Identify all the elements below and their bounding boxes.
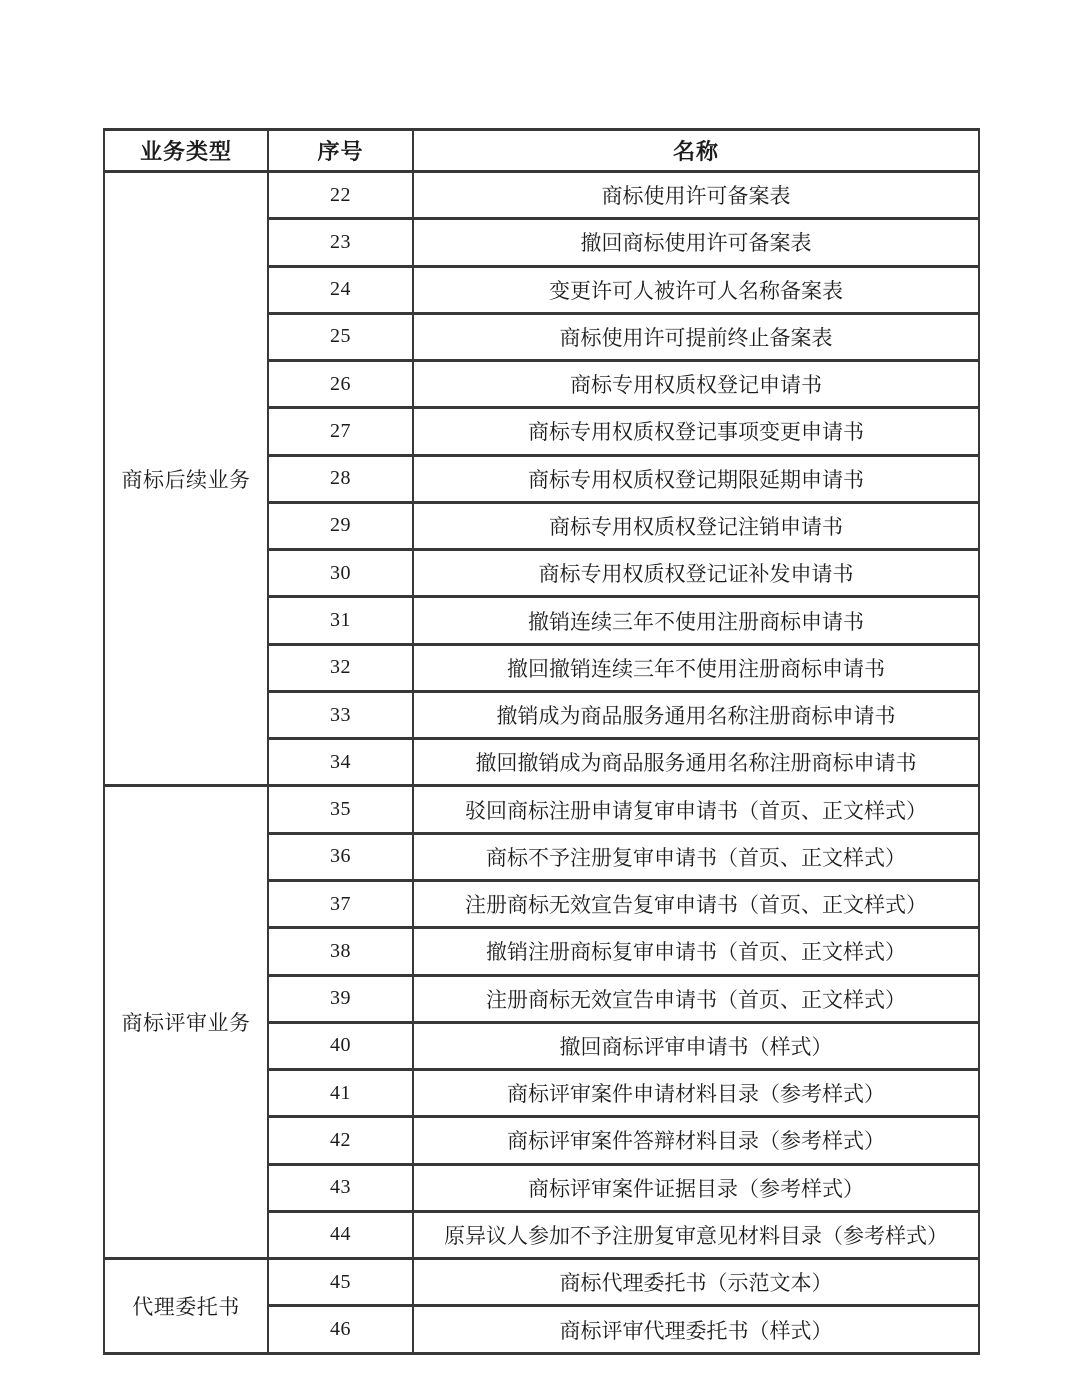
row-name: 撤销成为商品服务通用名称注册商标申请书 <box>413 691 979 738</box>
row-name: 撤销注册商标复审申请书（首页、正文样式） <box>413 928 979 975</box>
row-name: 撤回商标使用许可备案表 <box>413 219 979 266</box>
row-no: 41 <box>268 1070 413 1117</box>
row-no: 36 <box>268 833 413 880</box>
table-row <box>104 786 979 833</box>
row-name: 商标不予注册复审申请书（首页、正文样式） <box>413 833 979 880</box>
trademark-forms-table <box>103 128 980 1355</box>
row-no: 22 <box>268 172 413 219</box>
row-no: 46 <box>268 1306 413 1354</box>
row-no: 31 <box>268 597 413 644</box>
header-name: 名称 <box>413 130 979 172</box>
group-label-review: 商标评审业务 <box>104 786 268 1259</box>
row-name: 商标专用权质权登记证补发申请书 <box>413 550 979 597</box>
row-name: 商标评审案件证据目录（参考样式） <box>413 1164 979 1211</box>
row-no: 30 <box>268 550 413 597</box>
row-no: 24 <box>268 266 413 313</box>
row-no: 40 <box>268 1022 413 1069</box>
row-no: 43 <box>268 1164 413 1211</box>
row-name: 变更许可人被许可人名称备案表 <box>413 266 979 313</box>
table-row <box>104 1259 979 1306</box>
group-label-agency: 代理委托书 <box>104 1259 268 1354</box>
row-no: 26 <box>268 361 413 408</box>
row-name: 商标专用权质权登记注销申请书 <box>413 502 979 549</box>
row-name: 商标评审案件答辩材料目录（参考样式） <box>413 1117 979 1164</box>
table-row <box>104 172 979 219</box>
row-name: 注册商标无效宣告复审申请书（首页、正文样式） <box>413 880 979 927</box>
row-name: 原异议人参加不予注册复审意见材料目录（参考样式） <box>413 1211 979 1258</box>
row-name: 驳回商标注册申请复审申请书（首页、正文样式） <box>413 786 979 833</box>
row-name: 撤回撤销连续三年不使用注册商标申请书 <box>413 644 979 691</box>
header-business-type: 业务类型 <box>104 130 268 172</box>
row-no: 29 <box>268 502 413 549</box>
row-name: 商标专用权质权登记期限延期申请书 <box>413 455 979 502</box>
row-no: 23 <box>268 219 413 266</box>
row-no: 38 <box>268 928 413 975</box>
row-no: 45 <box>268 1259 413 1306</box>
header-serial-no: 序号 <box>268 130 413 172</box>
row-no: 44 <box>268 1211 413 1258</box>
row-name: 撤销连续三年不使用注册商标申请书 <box>413 597 979 644</box>
row-name: 注册商标无效宣告申请书（首页、正文样式） <box>413 975 979 1022</box>
row-no: 25 <box>268 313 413 360</box>
row-name: 撤回商标评审申请书（样式） <box>413 1022 979 1069</box>
row-name: 商标代理委托书（示范文本） <box>413 1259 979 1306</box>
row-name: 撤回撤销成为商品服务通用名称注册商标申请书 <box>413 739 979 786</box>
row-name: 商标评审代理委托书（样式） <box>413 1306 979 1354</box>
forms-table-container <box>103 128 978 1355</box>
row-no: 28 <box>268 455 413 502</box>
row-no: 34 <box>268 739 413 786</box>
row-name: 商标专用权质权登记申请书 <box>413 361 979 408</box>
row-no: 32 <box>268 644 413 691</box>
header-row <box>104 130 979 172</box>
row-no: 42 <box>268 1117 413 1164</box>
row-no: 27 <box>268 408 413 455</box>
row-name: 商标专用权质权登记事项变更申请书 <box>413 408 979 455</box>
row-no: 37 <box>268 880 413 927</box>
row-name: 商标评审案件申请材料目录（参考样式） <box>413 1070 979 1117</box>
group-label-followup: 商标后续业务 <box>104 172 268 786</box>
row-no: 35 <box>268 786 413 833</box>
row-name: 商标使用许可备案表 <box>413 172 979 219</box>
row-no: 33 <box>268 691 413 738</box>
row-no: 39 <box>268 975 413 1022</box>
row-name: 商标使用许可提前终止备案表 <box>413 313 979 360</box>
